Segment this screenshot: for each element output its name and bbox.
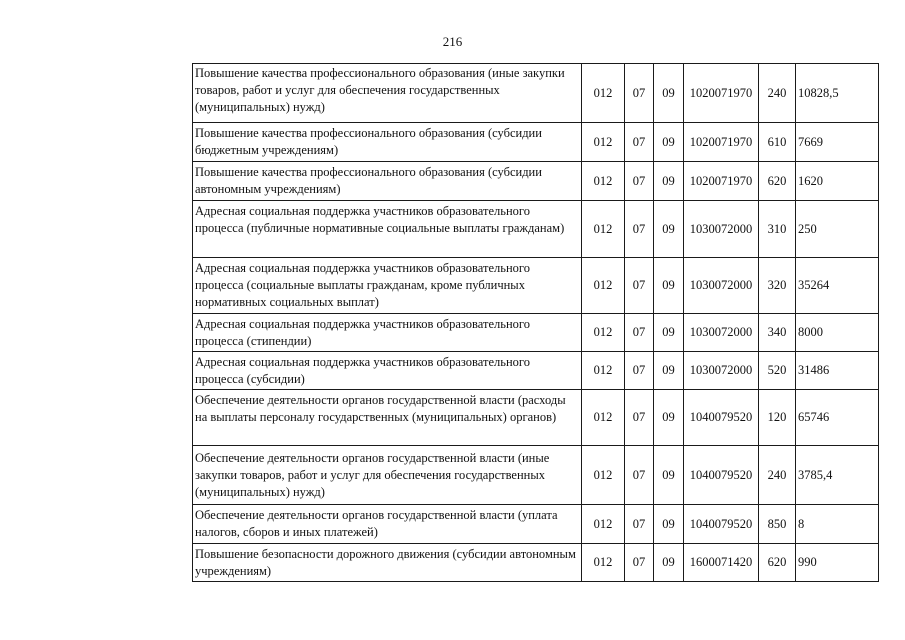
subsection-code: 09	[654, 162, 684, 201]
admin-code: 012	[582, 505, 625, 544]
section-code: 07	[625, 162, 654, 201]
table-row	[193, 201, 879, 258]
table-row	[193, 544, 879, 582]
table-row	[193, 390, 879, 446]
amount: 250	[796, 201, 879, 258]
page-number: 216	[442, 34, 463, 49]
target-article-code: 1020071970	[684, 64, 759, 123]
row-name-cell	[193, 64, 582, 123]
expense-type-code: 850	[759, 505, 796, 544]
expense-type-code: 240	[759, 446, 796, 505]
section-code: 07	[625, 258, 654, 314]
expense-type-code: 340	[759, 314, 796, 352]
row-name-cell	[193, 446, 582, 505]
section-code: 07	[625, 123, 654, 162]
section-code: 07	[625, 352, 654, 390]
table-row	[193, 123, 879, 162]
expense-name: Повышение качества профессионального образования (субсидии бюджетным учреждениям)	[195, 126, 542, 157]
amount: 3785,4	[796, 446, 879, 505]
section-code: 07	[625, 390, 654, 446]
admin-code: 012	[582, 162, 625, 201]
row-name-cell	[193, 201, 582, 258]
expense-name: Адресная социальная поддержка участников образовательного процесса (публичные нормативные социальные выплаты гражданам)	[195, 204, 565, 235]
expense-name: Адресная социальная поддержка участников образовательного процесса (стипендии)	[195, 316, 530, 348]
row-name-cell	[193, 544, 582, 582]
expense-type-code: 320	[759, 258, 796, 314]
amount: 990	[796, 544, 879, 582]
expense-name: Обеспечение деятельности органов государственной власти (расходы на выплаты персоналу государственных (муниципальных) органов)	[195, 393, 566, 424]
budget-table	[192, 63, 879, 582]
amount: 31486	[796, 352, 879, 390]
subsection-code: 09	[654, 123, 684, 162]
amount: 1620	[796, 162, 879, 201]
target-article-code: 1040079520	[684, 390, 759, 446]
subsection-code: 09	[654, 258, 684, 314]
subsection-code: 09	[654, 446, 684, 505]
admin-code: 012	[582, 352, 625, 390]
row-name-cell	[193, 314, 582, 352]
expense-name: Адресная социальная поддержка участников образовательного процесса (социальные выплаты гражданам, кроме публичных нормативных социальных выплат)	[195, 261, 530, 309]
subsection-code: 09	[654, 505, 684, 544]
admin-code: 012	[582, 446, 625, 505]
amount: 65746	[796, 390, 879, 446]
target-article-code: 1030072000	[684, 258, 759, 314]
expense-type-code: 120	[759, 390, 796, 446]
target-article-code: 1030072000	[684, 352, 759, 390]
section-code: 07	[625, 201, 654, 258]
subsection-code: 09	[654, 64, 684, 123]
admin-code: 012	[582, 390, 625, 446]
expense-type-code: 520	[759, 352, 796, 390]
expense-type-code: 310	[759, 201, 796, 258]
admin-code: 012	[582, 201, 625, 258]
target-article-code: 1020071970	[684, 162, 759, 201]
expense-name: Повышение качества профессионального образования (субсидии автономным учреждениям)	[195, 165, 542, 196]
expense-name: Обеспечение деятельности органов государственной власти (иные закупки товаров, работ и услуг для обеспечения государственных (муниципальных) нужд)	[195, 450, 550, 499]
amount: 35264	[796, 258, 879, 314]
target-article-code: 1030072000	[684, 201, 759, 258]
amount: 8000	[796, 314, 879, 352]
expense-type-code: 610	[759, 123, 796, 162]
admin-code: 012	[582, 123, 625, 162]
amount: 7669	[796, 123, 879, 162]
expense-type-code: 620	[759, 162, 796, 201]
expense-type-code: 620	[759, 544, 796, 582]
expense-type-code: 240	[759, 64, 796, 123]
amount: 10828,5	[796, 64, 879, 123]
table-row	[193, 505, 879, 544]
table-row	[193, 64, 879, 123]
target-article-code: 1030072000	[684, 314, 759, 352]
admin-code: 012	[582, 544, 625, 582]
row-name-cell	[193, 162, 582, 201]
expense-name: Повышение качества профессионального образования (иные закупки товаров, работ и услуг для обеспечения государственных (муниципальных) нужд)	[195, 65, 565, 114]
row-name-cell	[193, 390, 582, 446]
target-article-code: 1600071420	[684, 544, 759, 582]
section-code: 07	[625, 544, 654, 582]
expense-name: Повышение безопасности дорожного движения (субсидии автономным учреждениям)	[195, 546, 576, 578]
subsection-code: 09	[654, 544, 684, 582]
subsection-code: 09	[654, 314, 684, 352]
row-name-cell	[193, 505, 582, 544]
table-row	[193, 314, 879, 352]
table-row	[193, 258, 879, 314]
target-article-code: 1040079520	[684, 505, 759, 544]
row-name-cell	[193, 123, 582, 162]
row-name-cell	[193, 258, 582, 314]
subsection-code: 09	[654, 352, 684, 390]
row-name-cell	[193, 352, 582, 390]
admin-code: 012	[582, 314, 625, 352]
target-article-code: 1020071970	[684, 123, 759, 162]
table-row	[193, 446, 879, 505]
table-row	[193, 162, 879, 201]
section-code: 07	[625, 314, 654, 352]
section-code: 07	[625, 446, 654, 505]
expense-name: Адресная социальная поддержка участников образовательного процесса (субсидии)	[195, 354, 530, 386]
subsection-code: 09	[654, 390, 684, 446]
admin-code: 012	[582, 258, 625, 314]
section-code: 07	[625, 505, 654, 544]
subsection-code: 09	[654, 201, 684, 258]
amount: 8	[796, 505, 879, 544]
admin-code: 012	[582, 64, 625, 123]
table-row	[193, 352, 879, 390]
section-code: 07	[625, 64, 654, 123]
expense-name: Обеспечение деятельности органов государственной власти (уплата налогов, сборов и иных платежей)	[195, 508, 558, 539]
target-article-code: 1040079520	[684, 446, 759, 505]
